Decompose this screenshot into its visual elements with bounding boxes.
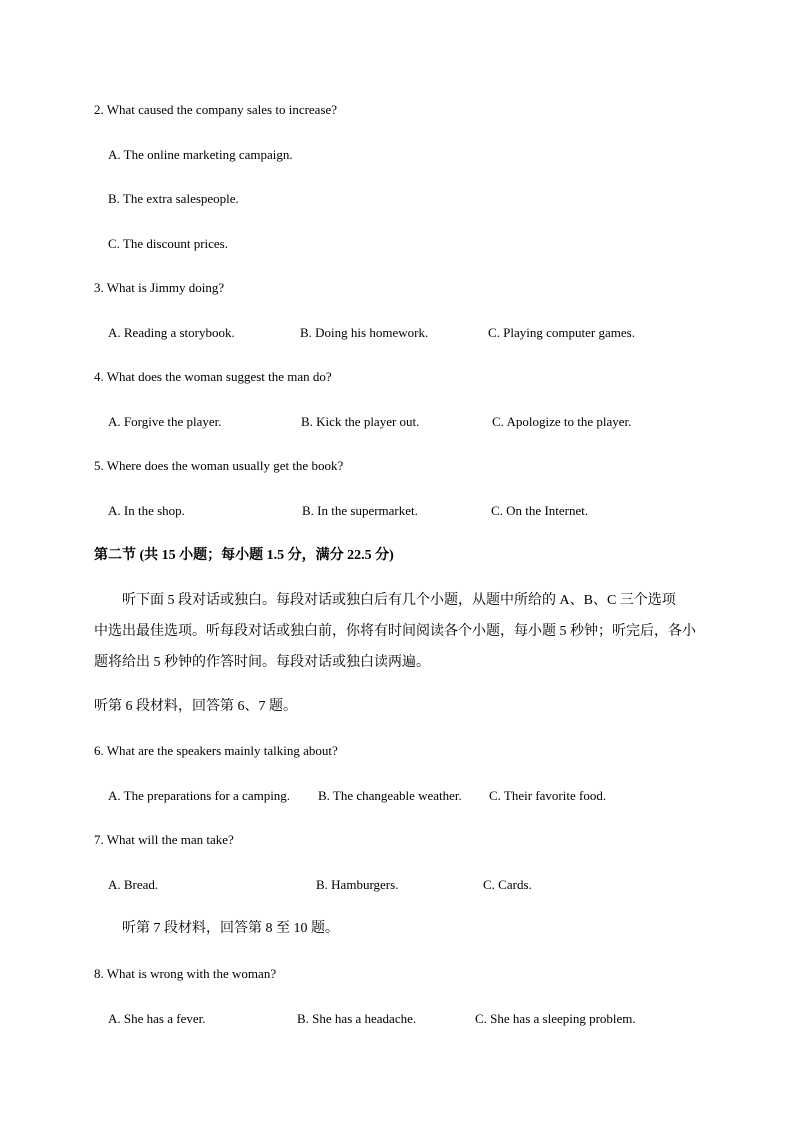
- question-4-option-b: B. Kick the player out.: [301, 414, 420, 429]
- question-5: 5. Where does the woman usually get the book?: [94, 458, 344, 473]
- instructions-line-1: 听下面 5 段对话或独白。每段对话或独白后有几个小题，从题中所给的 A、B、C 三个选项: [122, 593, 676, 608]
- question-2-option-c: C. The discount prices.: [108, 236, 228, 251]
- instructions-line-2: 中选出最佳选项。听每段对话或独白前，你将有时间阅读各个小题，每小题 5 秒钟；听完后，各小: [94, 624, 696, 639]
- question-3-option-b: B. Doing his homework.: [300, 325, 429, 340]
- question-5-option-c: C. On the Internet.: [491, 503, 589, 518]
- question-4-option-c: C. Apologize to the player.: [492, 414, 632, 429]
- question-6-option-a: A. The preparations for a camping.: [108, 788, 291, 803]
- question-2-option-b: B. The extra salespeople.: [108, 191, 239, 206]
- question-5-option-a: A. In the shop.: [108, 503, 185, 518]
- question-4-option-a: A. Forgive the player.: [108, 414, 222, 429]
- question-6: 6. What are the speakers mainly talking about?: [94, 743, 338, 758]
- question-8: 8. What is wrong with the woman?: [94, 966, 277, 981]
- question-7-option-c: C. Cards.: [483, 877, 532, 892]
- question-2-option-a: A. The online marketing campaign.: [108, 147, 293, 162]
- question-4: 4. What does the woman suggest the man do?: [94, 369, 332, 384]
- question-8-option-a: A. She has a fever.: [108, 1011, 206, 1026]
- question-3: 3. What is Jimmy doing?: [94, 280, 225, 295]
- question-6-option-c: C. Their favorite food.: [489, 788, 607, 803]
- question-7-option-a: A. Bread.: [108, 877, 159, 892]
- question-8-option-b: B. She has a headache.: [297, 1011, 417, 1026]
- question-6-option-b: B. The changeable weather.: [318, 788, 462, 803]
- question-3-option-c: C. Playing computer games.: [488, 325, 635, 340]
- material-6-instruction: 听第 6 段材料，回答第 6、7 题。: [94, 699, 297, 714]
- question-5-option-b: B. In the supermarket.: [302, 503, 418, 518]
- question-2: 2. What caused the company sales to increase?: [94, 102, 338, 117]
- question-8-option-c: C. She has a sleeping problem.: [475, 1011, 636, 1026]
- question-3-option-a: A. Reading a storybook.: [108, 325, 235, 340]
- section-heading: 第二节 (共 15 小题；每小题 1.5 分，满分 22.5 分): [94, 548, 394, 563]
- instructions-line-3: 题将给出 5 秒钟的作答时间。每段对话或独白读两遍。: [94, 655, 430, 670]
- question-7: 7. What will the man take?: [94, 832, 234, 847]
- material-7-instruction: 听第 7 段材料，回答第 8 至 10 题。: [122, 921, 339, 936]
- question-7-option-b: B. Hamburgers.: [316, 877, 399, 892]
